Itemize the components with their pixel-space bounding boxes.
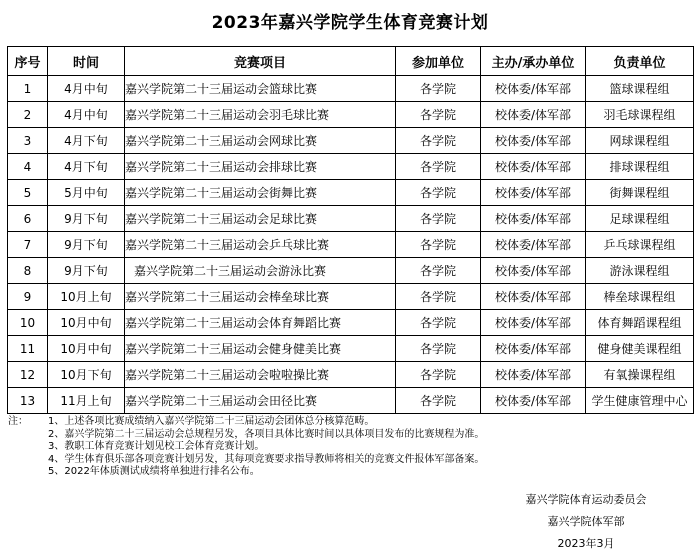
table-row [8, 154, 694, 180]
cell-responsible: 乒乓球课程组 [586, 232, 694, 258]
cell-index: 11 [8, 336, 48, 362]
cell-host: 校体委/体军部 [481, 206, 586, 232]
cell-participant: 各学院 [396, 206, 481, 232]
cell-index: 5 [8, 180, 48, 206]
cell-host: 校体委/体军部 [481, 154, 586, 180]
cell-participant: 各学院 [396, 336, 481, 362]
cell-host: 校体委/体军部 [481, 362, 586, 388]
table-row [8, 310, 694, 336]
header-index: 序号 [8, 47, 48, 76]
note-line: 5、2022年体质测试成绩将单独进行排名公布。 [48, 466, 260, 478]
cell-item: 嘉兴学院第二十三届运动会篮球比赛 [125, 76, 396, 102]
header-time: 时间 [48, 47, 125, 76]
cell-item: 嘉兴学院第二十三届运动会羽毛球比赛 [125, 102, 396, 128]
cell-participant: 各学院 [396, 232, 481, 258]
cell-index: 13 [8, 388, 48, 414]
note-line: 1、上述各项比赛成绩纳入嘉兴学院第二十三届运动会团体总分核算范畴。 [48, 416, 375, 427]
cell-index: 4 [8, 154, 48, 180]
cell-index: 10 [8, 310, 48, 336]
cell-responsible: 羽毛球课程组 [586, 102, 694, 128]
cell-time: 4月下旬 [48, 154, 125, 180]
cell-host: 校体委/体军部 [481, 232, 586, 258]
cell-host: 校体委/体军部 [481, 310, 586, 336]
cell-index: 1 [8, 76, 48, 102]
cell-time: 10月中旬 [48, 336, 125, 362]
cell-time: 4月下旬 [48, 128, 125, 154]
cell-responsible: 网球课程组 [586, 128, 694, 154]
cell-item: 嘉兴学院第二十三届运动会棒垒球比赛 [125, 284, 396, 310]
cell-time: 10月中旬 [48, 310, 125, 336]
cell-host: 校体委/体军部 [481, 388, 586, 414]
cell-participant: 各学院 [396, 362, 481, 388]
signature-org-department: 嘉兴学院体军部 [547, 515, 625, 528]
cell-time: 10月下旬 [48, 362, 125, 388]
cell-host: 校体委/体军部 [481, 258, 586, 284]
cell-participant: 各学院 [396, 388, 481, 414]
cell-participant: 各学院 [396, 310, 481, 336]
cell-time: 5月中旬 [48, 180, 125, 206]
signature-org-committee: 嘉兴学院体育运动委员会 [525, 493, 647, 506]
cell-time: 4月中旬 [48, 76, 125, 102]
cell-participant: 各学院 [396, 76, 481, 102]
cell-responsible: 棒垒球课程组 [586, 284, 694, 310]
cell-time: 9月下旬 [48, 232, 125, 258]
header-item: 竞赛项目 [125, 47, 396, 76]
cell-responsible: 健身健美课程组 [586, 336, 694, 362]
cell-host: 校体委/体军部 [481, 102, 586, 128]
cell-responsible: 游泳课程组 [586, 258, 694, 284]
cell-index: 9 [8, 284, 48, 310]
cell-responsible: 足球课程组 [586, 206, 694, 232]
cell-item: 嘉兴学院第二十三届运动会体育舞蹈比赛 [125, 310, 396, 336]
table-row [8, 284, 694, 310]
table-row [8, 388, 694, 414]
table-row [8, 258, 694, 284]
cell-time: 9月下旬 [48, 206, 125, 232]
notes-list [48, 416, 484, 479]
cell-responsible: 排球课程组 [586, 154, 694, 180]
cell-participant: 各学院 [396, 154, 481, 180]
table-row [8, 180, 694, 206]
table-row [8, 336, 694, 362]
cell-item: 嘉兴学院第二十三届运动会街舞比赛 [125, 180, 396, 206]
cell-item: 嘉兴学院第二十三届运动会游泳比赛 [125, 258, 396, 284]
table-header-row [8, 47, 694, 76]
header-responsible: 负责单位 [586, 47, 694, 76]
table-row [8, 232, 694, 258]
notes-label: 注： [8, 416, 28, 427]
header-participant: 参加单位 [396, 47, 481, 76]
table-row [8, 102, 694, 128]
table-row [8, 206, 694, 232]
cell-item: 嘉兴学院第二十三届运动会网球比赛 [125, 128, 396, 154]
note-line: 3、教职工体育竞赛计划见校工会体育竞赛计划。 [48, 441, 265, 453]
table-row [8, 128, 694, 154]
cell-host: 校体委/体军部 [481, 76, 586, 102]
cell-participant: 各学院 [396, 284, 481, 310]
cell-time: 10月上旬 [48, 284, 125, 310]
cell-item: 嘉兴学院第二十三届运动会啦啦操比赛 [125, 362, 396, 388]
cell-time: 11月上旬 [48, 388, 125, 414]
note-line: 2、嘉兴学院第二十三届运动会总规程另发，各项目具体比赛时间以具体项目发布的比赛规程为准。 [48, 428, 485, 440]
cell-host: 校体委/体军部 [481, 284, 586, 310]
cell-host: 校体委/体军部 [481, 128, 586, 154]
cell-participant: 各学院 [396, 128, 481, 154]
cell-time: 9月下旬 [48, 258, 125, 284]
cell-host: 校体委/体军部 [481, 336, 586, 362]
cell-item: 嘉兴学院第二十三届运动会健身健美比赛 [125, 336, 396, 362]
cell-participant: 各学院 [396, 180, 481, 206]
cell-index: 12 [8, 362, 48, 388]
table-row [8, 362, 694, 388]
note-line: 4、学生体育俱乐部各项竞赛计划另发，其每项竞赛要求指导教师将相关的竞赛文件报体军部备案。 [48, 453, 485, 465]
cell-responsible: 街舞课程组 [586, 180, 694, 206]
cell-responsible: 学生健康管理中心 [586, 388, 694, 414]
cell-index: 2 [8, 102, 48, 128]
competition-table [7, 46, 694, 414]
cell-host: 校体委/体军部 [481, 180, 586, 206]
cell-index: 7 [8, 232, 48, 258]
cell-participant: 各学院 [396, 102, 481, 128]
cell-responsible: 体育舞蹈课程组 [586, 310, 694, 336]
cell-item: 嘉兴学院第二十三届运动会乒乓球比赛 [125, 232, 396, 258]
header-host: 主办/承办单位 [481, 47, 586, 76]
cell-item: 嘉兴学院第二十三届运动会足球比赛 [125, 206, 396, 232]
cell-item: 嘉兴学院第二十三届运动会排球比赛 [125, 154, 396, 180]
cell-responsible: 有氧操课程组 [586, 362, 694, 388]
cell-participant: 各学院 [396, 258, 481, 284]
signature-date: 2023年3月 [557, 537, 615, 550]
cell-index: 3 [8, 128, 48, 154]
cell-index: 8 [8, 258, 48, 284]
cell-responsible: 篮球课程组 [586, 76, 694, 102]
cell-item: 嘉兴学院第二十三届运动会田径比赛 [125, 388, 396, 414]
table-row [8, 76, 694, 102]
cell-index: 6 [8, 206, 48, 232]
cell-time: 4月中旬 [48, 102, 125, 128]
document-title: 2023年嘉兴学院学生体育竞赛计划 [211, 13, 489, 33]
